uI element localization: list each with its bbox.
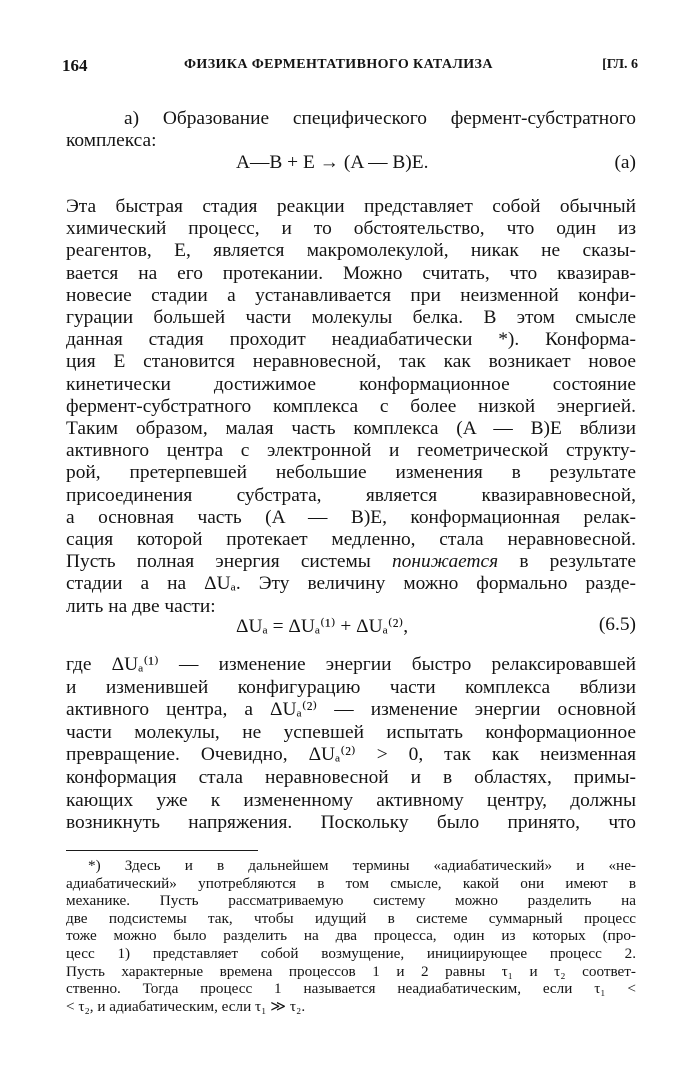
chapter-marker: [ГЛ. 6 bbox=[602, 57, 638, 72]
text-line: фермент-субстратного комплекса с более низкой энергией. bbox=[66, 395, 636, 417]
text-line: активного центра, а ΔUₐ⁽²⁾ — изменение энергии основной bbox=[66, 699, 636, 721]
text-line: кинетически достижимое конформационное состояние bbox=[66, 373, 636, 395]
text-line: ция E становится неравновесной, так как возникает новое bbox=[66, 351, 636, 373]
text-line: реагентов, E, является макромолекулой, никак не сказы- bbox=[66, 240, 636, 262]
text-line: вается на его протекании. Можно считать, что квазирав- bbox=[66, 262, 636, 284]
page-header bbox=[62, 56, 638, 80]
equation-expression: ΔUₐ = ΔUₐ⁽¹⁾ + ΔUₐ⁽²⁾, bbox=[236, 616, 409, 637]
page-number: 164 bbox=[62, 56, 88, 75]
intro-paragraph bbox=[66, 108, 636, 152]
text-line: стадии а на ΔUₐ. Эту величину можно формально разде- bbox=[66, 573, 636, 595]
text-line: превращение. Очевидно, ΔUₐ⁽²⁾ > 0, так как неизменная bbox=[66, 744, 636, 766]
footnote-line: тоже можно было разделить на два процесса, один из которых (про- bbox=[66, 927, 636, 945]
text-line: кающих уже к измененному активному центру, должны bbox=[66, 789, 636, 811]
equation-6-5 bbox=[66, 614, 636, 640]
text-line: Таким образом, малая часть комплекса (A — B)E вблизи bbox=[66, 418, 636, 440]
text-line: Эта быстрая стадия реакции представляет собой обычный bbox=[66, 196, 636, 217]
footnote-line: Пусть характерные времена процессов 1 и 2 равны τ₁ и τ₂ соответ- bbox=[66, 962, 636, 980]
text-line: а основная часть (A — B)E, конформационная релак- bbox=[66, 506, 636, 528]
running-title: ФИЗИКА ФЕРМЕНТАТИВНОГО КАТАЛИЗА bbox=[184, 57, 493, 72]
text-line: данная стадия проходит неадиабатически *). Конформа- bbox=[66, 329, 636, 351]
equation-expression: A—B + E → (A — B)E. bbox=[236, 152, 429, 173]
text-line: присоединения субстрата, является квазиравновесной, bbox=[66, 484, 636, 506]
footnote-line: ственно. Тогда процесс 1 называется неадиабатическим, если τ₁ < bbox=[66, 980, 636, 998]
text-line: сация которой протекает медленно, стала неравновесной. bbox=[66, 529, 636, 551]
text-line: конформация стала неравновесной и в областях, примы- bbox=[66, 766, 636, 788]
footnote-line: адиабатический» употребляются в том смысле, какой они имеют в bbox=[66, 874, 636, 892]
text-fragment: в результате bbox=[519, 551, 636, 573]
text-line bbox=[66, 551, 636, 573]
text-fragment: Пусть полная энергия системы bbox=[66, 551, 371, 573]
footnote-line: цесс 1) представляет собой возмущение, инициирующее процесс 2. bbox=[66, 944, 636, 962]
text-line: гурации большей части молекулы белка. В этом смысле bbox=[66, 307, 636, 329]
text-line: лить на две части: bbox=[66, 595, 216, 617]
equation-a bbox=[66, 152, 636, 178]
text-line: рой, претерпевшей небольшие изменения в результате bbox=[66, 462, 636, 484]
footnote-line: механике. Пусть рассматриваемую систему можно разделить на bbox=[66, 892, 636, 910]
footnote-line: < τ₂, и адиабатическим, если τ₁ ≫ τ₂. bbox=[66, 997, 306, 1015]
footnote-line: *) Здесь и в дальнейшем термины «адиабатический» и «не- bbox=[88, 857, 636, 874]
text-line: активного центра с электронной и геометрической структу- bbox=[66, 440, 636, 462]
text-line: химический процесс, и то обстоятельство, что один из bbox=[66, 218, 636, 240]
text-line: а) Образование специфического фермент-субстратного bbox=[124, 108, 636, 129]
footnote bbox=[66, 857, 636, 1015]
text-line: комплекса: bbox=[66, 130, 157, 152]
footnote-line: две подсистемы так, чтобы идущий в системе суммарный процесс bbox=[66, 909, 636, 927]
paragraph-main bbox=[66, 196, 636, 618]
text-line: где ΔUₐ⁽¹⁾ — изменение энергии быстро релаксировавшей bbox=[66, 654, 636, 675]
paragraph-second bbox=[66, 654, 636, 835]
footnote-divider bbox=[66, 850, 258, 851]
text-line: и изменившей конфигурацию части комплекса вблизи bbox=[66, 676, 636, 698]
equation-label: (a) bbox=[614, 152, 636, 173]
equation-label: (6.5) bbox=[598, 614, 636, 635]
text-line: новесие стадии а устанавливается при неизменной конфи- bbox=[66, 284, 636, 306]
text-line: возникнуть напряжения. Поскольку было принято, что bbox=[66, 812, 636, 834]
text-line: части молекулы, не успевшей испытать конформационное bbox=[66, 721, 636, 743]
emphasized-word: понижается bbox=[391, 551, 499, 573]
